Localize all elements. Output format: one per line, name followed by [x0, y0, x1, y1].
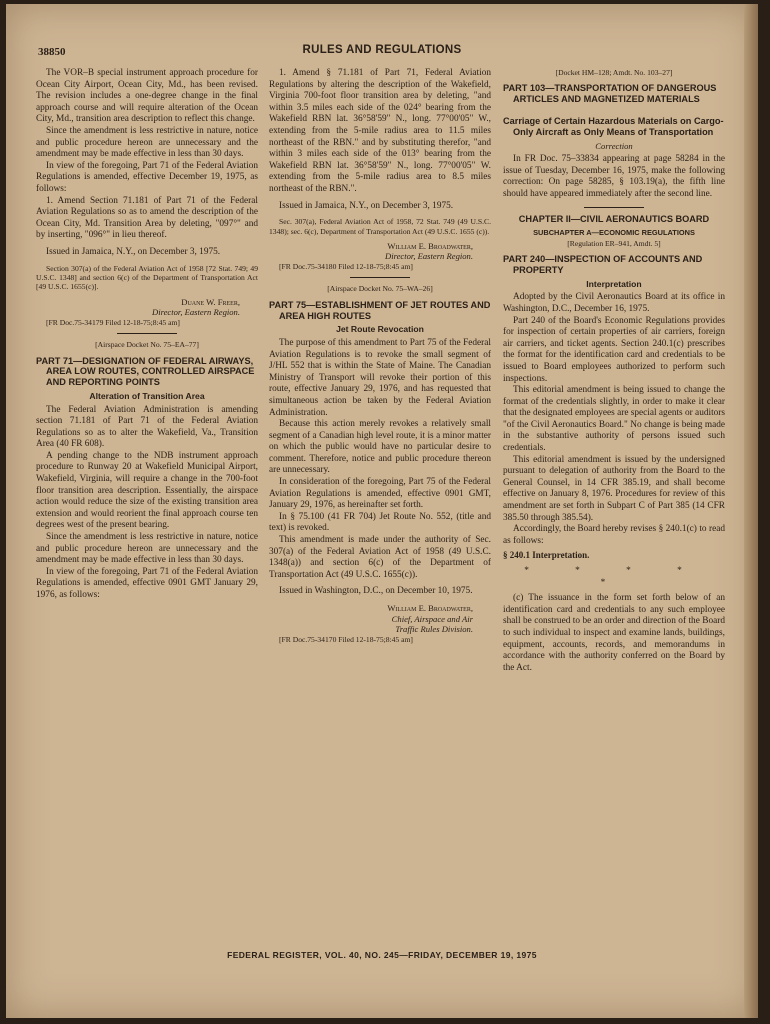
part-heading: PART 103—TRANSPORTATION OF DANGEROUS ARTICLES AND MAGNETIZED MATERIALS [503, 83, 717, 105]
document-page [6, 4, 758, 1018]
paragraph: In consideration of the foregoing, Part 75 of the Federal Aviation Regulations is amended, effective 0901 GMT, January 29, 1976, as hereinafter set forth. [269, 477, 491, 511]
signer-title: Traffic Rules Division. [395, 624, 473, 634]
section-heading: § 240.1 Interpretation. [503, 550, 590, 561]
part-heading: PART 71—DESIGNATION OF FEDERAL AIRWAYS, AREA LOW ROUTES, CONTROLLED AIRSPACE AND REPORTING POINTS [36, 355, 255, 388]
paragraph: 1. Amend Section 71.181 of Part 71 of the Federal Aviation Regulations so as to amend the description of the Ocean City, Md. Transition Area by deleting, "097°" and by inserting, "096°" in lieu thereof. [36, 195, 258, 241]
sub-heading: Alteration of Transition Area [89, 390, 205, 401]
signer-name: William E. Broadwater, [387, 603, 473, 613]
paragraph: In § 75.100 (41 FR 704) Jet Route No. 552, (title and text) is revoked. [269, 511, 491, 534]
sub-heading: Jet Route Revocation [336, 324, 424, 335]
signature-block [269, 603, 473, 635]
column-3 [503, 68, 725, 674]
chapter-heading: CHAPTER II—CIVIL AERONAUTICS BOARD [518, 213, 710, 224]
paragraph: Issued in Washington, D.C., on December 10, 1975. [279, 586, 473, 597]
part-heading: PART 240—INSPECTION OF ACCOUNTS AND PROPERTY [503, 254, 703, 275]
paragraph: The Federal Aviation Administration is amending section 71.181 of Part 71 of the Federal Aviation Regulations so as to alter the Wakefield, Va., Transition Area (40 FR 608). [36, 404, 258, 450]
page-footer: FEDERAL REGISTER, VOL. 40, NO. 245—FRIDAY, DECEMBER 19, 1975 [227, 950, 537, 960]
signature-block [36, 297, 240, 318]
paragraph: In view of the foregoing, Part 71 of the Federal Aviation Regulations is amended, effective 0901 GMT January 29, 1976, as follows: [36, 566, 258, 601]
part-heading: PART 75—ESTABLISHMENT OF JET ROUTES AND AREA HIGH ROUTES [269, 299, 491, 321]
sub-heading: Carriage of Certain Hazardous Materials on Cargo-Only Aircraft as Only Means of Transportation [503, 116, 724, 137]
correction-label: Correction [595, 140, 633, 151]
docket-line: [Airspace Docket No. 75–EA–77] [95, 340, 199, 350]
docket-line: [Docket HM–128; Amdt. No. 103–27] [555, 68, 673, 77]
paragraph: The purpose of this amendment to Part 75 of the Federal Aviation Regulations is to revoke the small segment of J/HL 552 that is within the State of Maine. The Canadian Ministry of Transport will revoke their portion of this route, effective January 29, 1976, and has requested that simultaneous action be taken by the Federal Aviation Administration. [269, 337, 491, 418]
divider [117, 333, 177, 334]
paragraph: Since the amendment is less restrictive in nature, notice and public procedure hereon are unnecessary and the amendment may be made effective in less than 30 days. [36, 125, 258, 160]
paragraph: In FR Doc. 75–33834 appearing at page 58284 in the issue of Tuesday, December 16, 1975, make the following correction: On page 58285, § 103.19(a), the fifth line should have appeared immediately after the second line. [503, 154, 725, 199]
paragraph: This editorial amendment is issued by the undersigned pursuant to delegation of authority from the Board to the General Counsel, in 14 CFR 385.19, and shall become effective on January 8, 1976. Procedures for review of this amendment are set forth in Subpart C of Part 385 (14 CFR 385.50 through 385.54). [503, 454, 725, 523]
paragraph: 1. Amend § 71.181 of Part 71, Federal Aviation Regulations by altering the description of the Wakefield, Virginia 700-foot floor transition area by deleting, "and within 3.5 miles each side of the 024° bearing from the Wakefield RBN lat. 36°58'59" N., long. 77°00'05" W., extending from the 5-mile radius area to 11.5 miles northeast of the RBN." and by substituting therefor, "and within 3 miles each side of the 013° bearing from the Wakefield RBN lat. 36°58'59" N., long. 77°00'05" W. extending from the 5-mile radius area to 8.5 miles northeast of the RBN.". [269, 68, 491, 194]
divider [584, 207, 644, 208]
authority-citation: Sec. 307(a), Federal Aviation Act of 1958, 72 Stat. 749 (49 U.S.C. 1348); sec. 6(c), Department of Transportation Act (49 U.S.C. 1655 (c)). [269, 217, 491, 236]
ellipsis-stars: * * * * * [524, 566, 704, 588]
paragraph: Part 240 of the Board's Economic Regulations provides for inspection of certain properties of air carriers, foreign air carriers, and ticket agents. Section 240.1(c) prescribes the format for the identification card and credentials to be issued to Board employees authorized to perform such inspections. [503, 315, 725, 384]
signer-name: Duane W. Freer, [181, 296, 240, 307]
signer-title: Chief, Airspace and Air [391, 613, 473, 624]
signer-name: William E. Broadwater, [387, 240, 473, 251]
paragraph: Because this action merely revokes a relatively small segment of a Canadian high level route, it is a minor matter on which the public would have no particular desire to comment. Therefore, notice and public procedure thereon are unnecessary. [269, 419, 491, 476]
paragraph: Since the amendment is less restrictive in nature, notice and public procedure hereon are unnecessary and the amendment may be made effective in less than 30 days. [36, 532, 258, 566]
signature-block [269, 241, 473, 262]
paragraph: A pending change to the NDB instrument approach procedure to Runway 20 at Wakefield Municipal Airport, Wakefield, Virginia, will require a change in the 700-foot floor transition area description. Essentially, the airspace action would reduce the size of the existing transition area extension and would reorient the final approach course ten degrees west of the present bearing. [36, 450, 258, 531]
paragraph: This editorial amendment is being issued to change the format of the credentials slightly, in order to make it clear that the designated employees are special agents or auditors "of the Civil Aeronautics Board." No change is being made in the substantive authority of persons issued such credentials. [503, 385, 726, 454]
page-binding-edge [744, 4, 758, 1018]
column-2 [269, 68, 491, 644]
paragraph: Accordingly, the Board hereby revises § 240.1(c) to read as follows: [503, 524, 725, 546]
fr-doc-line: [FR Doc.75-34179 Filed 12-18-75;8:45 am] [46, 317, 180, 327]
paragraph: The VOR–B special instrument approach procedure for Ocean City Airport, Ocean City, Md., has been revised. The revision includes a one-degree change in the final approach course and will require alteration of the Ocean City, Md., transition area description to reflect this change. [36, 68, 258, 125]
paragraph: (c) The issuance in the form set forth below of an identification card and credentials to any such employee shall be construed to be an order and direction of the Board to such individual to inspect and examine lands, buildings, equipment, accounts, records, and memorandums in accordance with the authority conferred on the Board by the Act. [503, 593, 725, 673]
subchapter-heading: SUBCHAPTER A—ECONOMIC REGULATIONS [533, 228, 695, 238]
signer-title: Director, Eastern Region. [385, 251, 473, 262]
authority-citation: Section 307(a) of the Federal Aviation Act of 1958 [72 Stat. 749; 49 U.S.C. 1348] and section 6(c) of the Department of Transportation Act [49 U.S.C. 1655(c)]. [36, 263, 258, 292]
sub-heading: Interpretation [586, 278, 642, 289]
column-1 [36, 68, 258, 602]
signer-title: Director, Eastern Region. [152, 307, 240, 318]
fr-doc-line: [FR Doc.75-34170 Filed 12-18-75;8:45 am] [279, 634, 413, 644]
paragraph: Issued in Jamaica, N.Y., on December 3, 1975. [279, 200, 454, 211]
paragraph: In view of the foregoing, Part 71 of the Federal Aviation Regulations is amended, effective December 19, 1975, as follows: [36, 160, 258, 194]
divider [350, 277, 410, 278]
regulation-line: [Regulation ER–941, Amdt. 5] [567, 238, 661, 248]
docket-line: [Airspace Docket No. 75–WA–26] [327, 284, 433, 294]
fr-doc-line: [FR Doc.75-34180 Filed 12-18-75;8:45 am] [279, 261, 413, 271]
paragraph: Adopted by the Civil Aeronautics Board at its office in Washington, D.C., December 16, 1975. [503, 292, 725, 314]
page-number: 38850 [38, 46, 66, 58]
running-head: RULES AND REGULATIONS [302, 44, 462, 56]
paragraph: Issued in Jamaica, N.Y., on December 3, 1975. [46, 246, 221, 257]
paragraph: This amendment is made under the authority of Sec. 307(a) of the Federal Aviation Act of 1958 (49 U.S.C. 1348(a)) and section 6(c) of the Department of Transportation Act (49 U.S.C. 1655(c)). [269, 535, 491, 580]
